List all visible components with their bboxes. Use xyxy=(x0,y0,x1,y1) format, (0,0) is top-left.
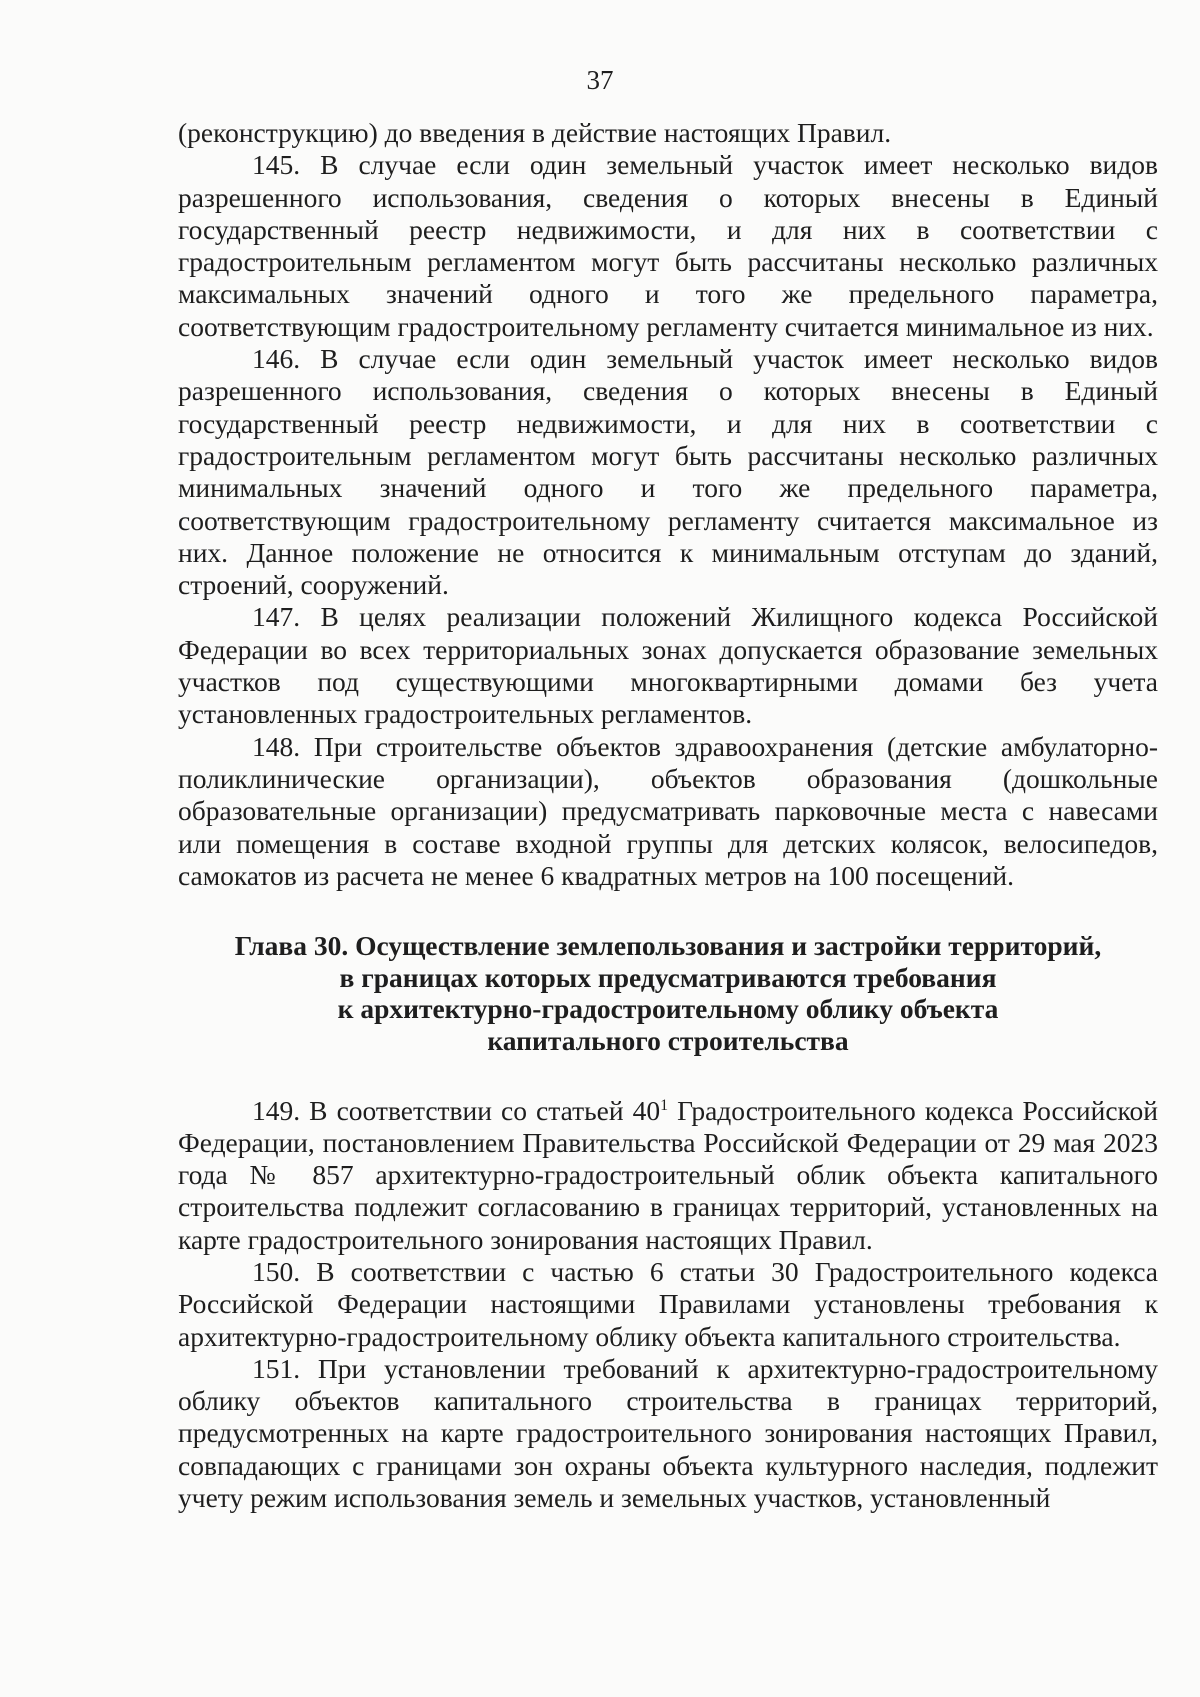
chapter-heading-line-4: капитального строительства xyxy=(487,1024,849,1056)
page-number: 37 xyxy=(586,65,614,95)
paragraph-150: 150. В соответствии с частью 6 статьи 30 Градостроительного кодекса Российской Федерации настоящими Правилами установлены требования к архитектурно-градостроительному облику объекта капитального строительства. xyxy=(178,1255,1158,1352)
paragraph-151: 151. При установлении требований к архитектурно-градостроительному облику объектов капитального строительства в границах территорий, предусмотренных на карте градостроительного зонирования настоящих Правил, совпадающих с границами зон охраны объекта культурного наследия, подлежит учету режим использования земель и земельных участков, установленный xyxy=(178,1352,1158,1514)
paragraph-149-start: 149. В соответствии со статьей 40 xyxy=(252,1094,661,1126)
article-superscript: 1 xyxy=(660,1096,669,1114)
paragraph-145: 145. В случае если один земельный участок имеет несколько видов разрешенного использования, сведения о которых внесены в Единый государственный реестр недвижимости, и для них в соответствии с градостроительным регламентом могут быть рассчитаны несколько различных максимальных значений одного и того же предельного параметра, соответствующим градостроительному регламенту считается минимальное из них. xyxy=(178,149,1158,342)
paragraph-149-rest: Градостроительного кодекса Российской Федерации, постановлением Правительства Российской Федерации от 29 мая 2023 года № 857 архитектурно-градостроительный облик объекта капитального строительства подлежит согласованию в границах территорий, установленных на карте градостроительного зонирования настоящих Правил. xyxy=(178,1094,1158,1255)
paragraph-148: 148. При строительстве объектов здравоохранения (детские амбулаторно-поликлинические организации), объектов образования (дошкольные образовательные организации) предусматривать парковочные места с навесами или помещения в составе входной группы для детских колясок, велосипедов, самокатов из расчета не менее 6 квадратных метров на 100 посещений. xyxy=(178,730,1158,891)
chapter-heading xyxy=(178,930,1158,1056)
document-body xyxy=(178,117,1158,1514)
paragraph-149 xyxy=(178,1095,1158,1256)
paragraph-146: 146. В случае если один земельный участок имеет несколько видов разрешенного использования, сведения о которых внесены в Единый государственный реестр недвижимости, и для них в соответствии с градостроительным регламентом могут быть рассчитаны несколько различных минимальных значений одного и того же предельного параметра, соответствующим градостроительному регламенту считается максимальное из них. Данное положение не относится к минимальным отступам до зданий, строений, сооружений. xyxy=(178,343,1158,601)
chapter-heading-line-1: Глава 30. Осуществление землепользования и застройки территорий, xyxy=(234,930,1102,962)
paragraph-continuation: (реконструкцию) до введения в действие настоящих Правил. xyxy=(178,117,892,148)
paragraph-147: 147. В целях реализации положений Жилищного кодекса Российской Федерации во всех территориальных зонах допускается образование земельных участков под существующими многоквартирными домами без учета установленных градостроительных регламентов. xyxy=(178,601,1158,730)
chapter-heading-line-3: к архитектурно-градостроительному облику объекта xyxy=(337,993,999,1025)
chapter-heading-line-2: в границах которых предусматриваются требования xyxy=(339,961,997,993)
